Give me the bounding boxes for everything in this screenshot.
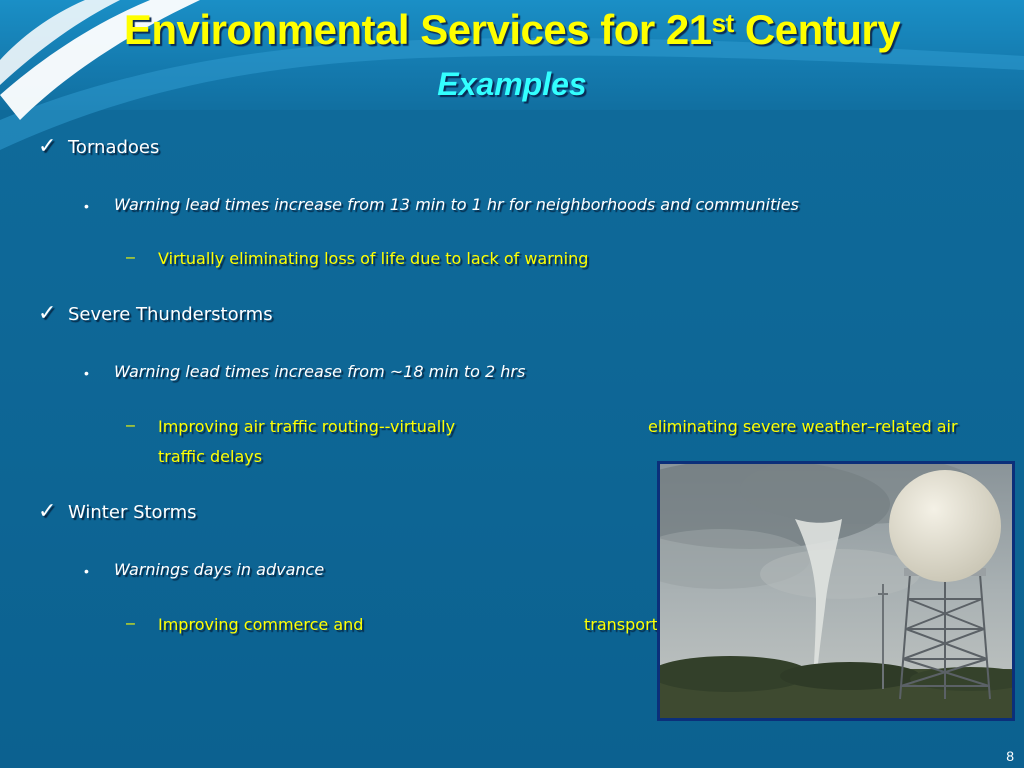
slide-subtitle: Examples <box>437 66 587 102</box>
page-number: 8 <box>1006 748 1014 764</box>
slide-title: Environmental Services for 21st Century <box>123 6 901 53</box>
sub-tornado-benefit: Virtually eliminating loss of life due to lack of warning <box>158 249 589 268</box>
dash-icon: – <box>126 417 135 434</box>
sub-thunderstorm-benefit-part1: Improving air traffic routing--virtually <box>158 417 456 436</box>
checkmark-icon: ✓ <box>38 300 57 325</box>
heading-winter-storms: Winter Storms <box>68 502 197 523</box>
sub-winter-benefit-part1: Improving commerce and <box>158 615 364 634</box>
sub-winter-benefit-part2: transport <box>584 615 658 634</box>
dash-icon: – <box>126 615 135 632</box>
sub-thunderstorm-benefit-part2: eliminating severe weather–related air <box>648 417 958 436</box>
bullet-icon: • <box>84 198 89 214</box>
checkmark-icon: ✓ <box>38 133 57 158</box>
tornado-radar-photo <box>657 461 1015 721</box>
heading-tornadoes: Tornadoes <box>68 137 160 158</box>
bullet-icon: • <box>84 365 89 381</box>
bullet-icon: • <box>84 563 89 579</box>
bullet-thunderstorm-lead-time: Warning lead times increase from ~18 min to 2 hrs <box>114 362 526 381</box>
checkmark-icon: ✓ <box>38 498 57 523</box>
bullet-tornado-lead-time: Warning lead times increase from 13 min to 1 hr for neighborhoods and communities <box>114 195 799 214</box>
bullet-winter-warnings: Warnings days in advance <box>114 560 325 579</box>
heading-severe-thunderstorms: Severe Thunderstorms <box>68 304 273 325</box>
sub-thunderstorm-benefit-part3: traffic delays <box>158 447 263 466</box>
dash-icon: – <box>126 249 135 266</box>
